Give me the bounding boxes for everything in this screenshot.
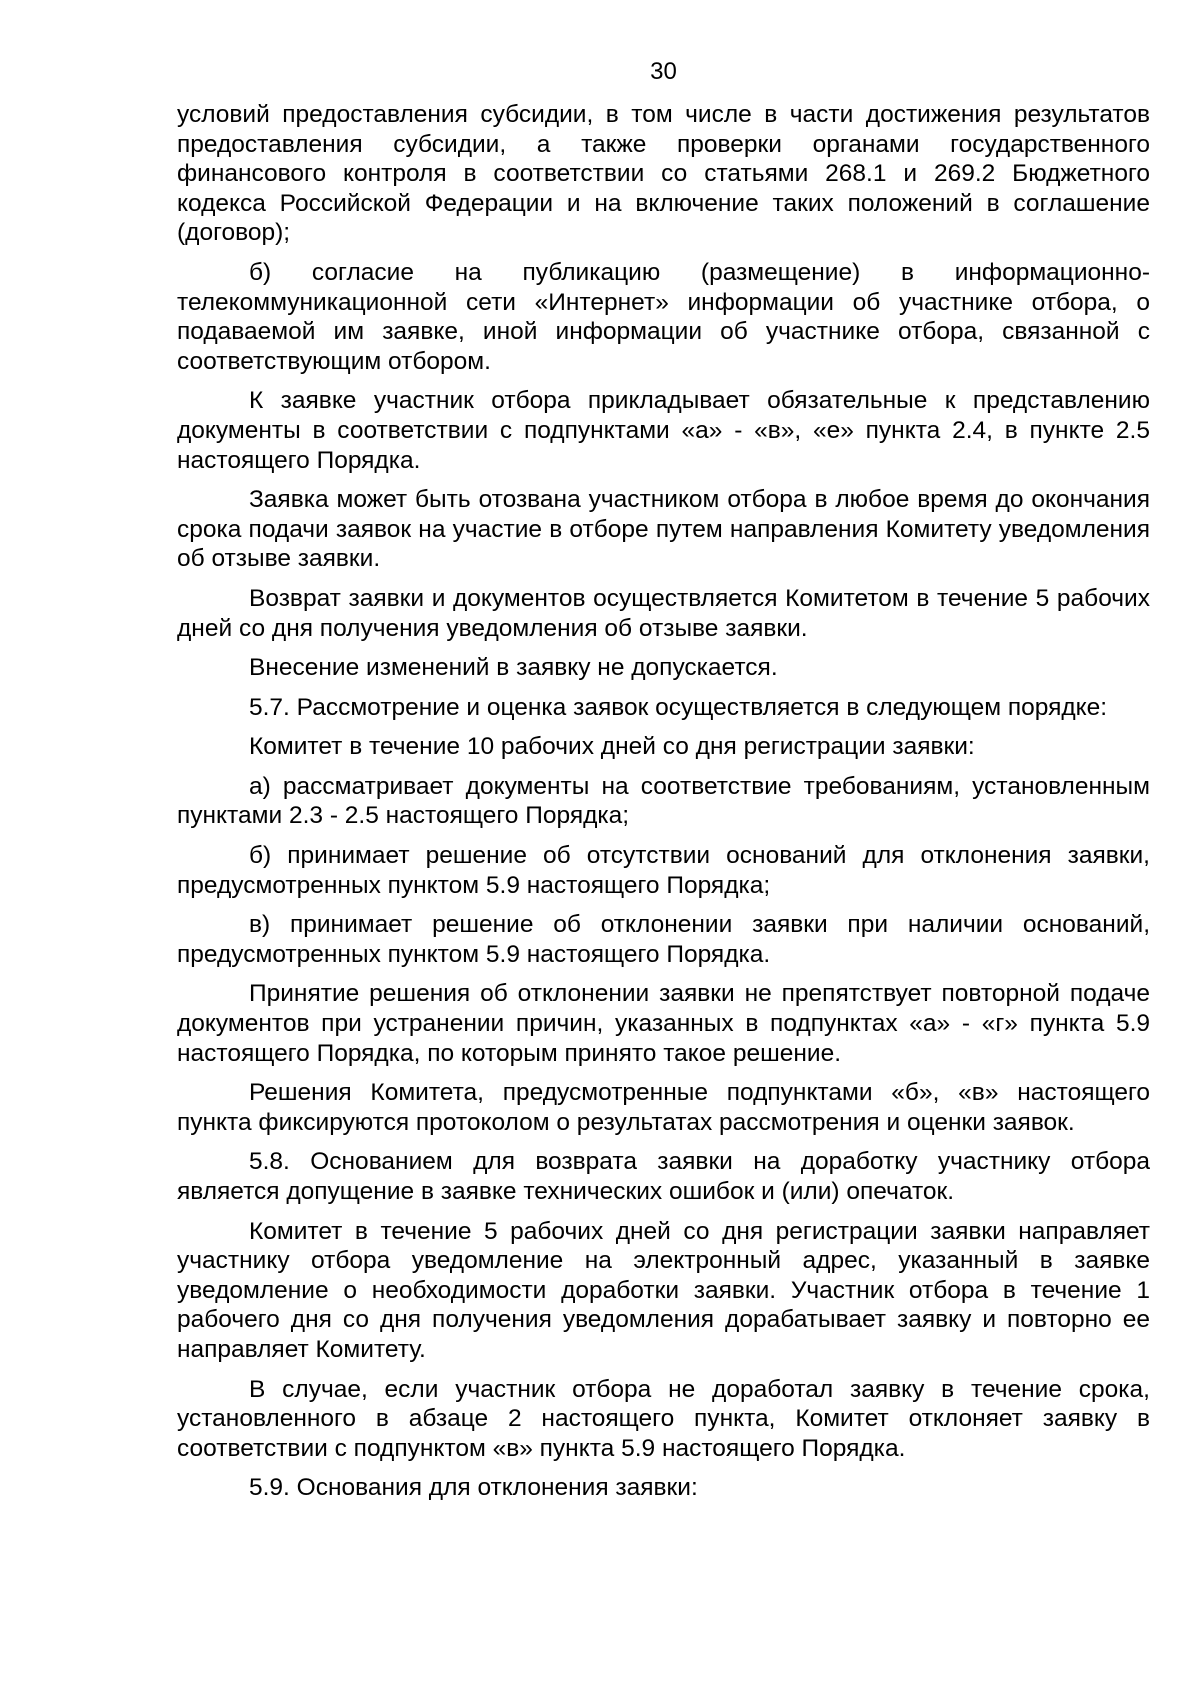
paragraph-9: а) рассматривает документы на соответствие требованиям, установленным пунктами 2.3 - 2.5 настоящего Порядка; <box>177 772 1150 830</box>
paragraph-14: 5.8. Основанием для возврата заявки на доработку участнику отбора является допущение в заявке технических ошибок и (или) опечаток. <box>177 1148 1150 1205</box>
paragraph-10: б) принимает решение об отсутствии оснований для отклонения заявки, предусмотренных пунктом 5.9 настоящего Порядка; <box>177 842 1150 899</box>
paragraph-2: б) согласие на публикацию (размещение) в информационно-телекоммуникационной сети «Интернет» информации об участнике отбора, о подаваемой им заявке, иной информации об участнике отбора, связанной с соответствующим отбором. <box>177 258 1150 375</box>
paragraph-12: Принятие решения об отклонении заявки не препятствует повторной подаче документов при устранении причин, указанных в подпунктах «а» - «г» пункта 5.9 настоящего Порядка, по которым принято такое решение. <box>177 980 1150 1067</box>
paragraph-8: Комитет в течение 10 рабочих дней со дня регистрации заявки: <box>249 733 975 761</box>
paragraph-17: 5.9. Основания для отклонения заявки: <box>249 1474 698 1502</box>
paragraph-16: В случае, если участник отбора не доработал заявку в течение срока, установленного в абзаце 2 настоящего пункта, Комитет отклоняет заявку в соответствии с подпунктом «в» пункта 5.9 настоящего Порядка. <box>177 1375 1150 1462</box>
page-number: 30 <box>650 58 677 85</box>
paragraph-6: Внесение изменений в заявку не допускается. <box>249 654 778 682</box>
paragraph-11: в) принимает решение об отклонении заявки при наличии оснований, предусмотренных пунктом 5.9 настоящего Порядка. <box>177 911 1150 968</box>
paragraph-15: Комитет в течение 5 рабочих дней со дня регистрации заявки направляет участнику отбора уведомление на электронный адрес, указанный в заявке уведомление о необходимости доработки заявки. Участник отбора в течение 1 рабочего дня со дня получения уведомления дорабатывает заявку и повторно ее направляет Комитету. <box>177 1217 1150 1363</box>
paragraph-4: Заявка может быть отозвана участником отбора в любое время до окончания срока подачи заявок на участие в отборе путем направления Комитету уведомления об отзыве заявки. <box>177 486 1150 573</box>
paragraph-7: 5.7. Рассмотрение и оценка заявок осуществляется в следующем порядке: <box>249 693 1108 721</box>
paragraph-13: Решения Комитета, предусмотренные подпунктами «б», «в» настоящего пункта фиксируются протоколом о результатах рассмотрения и оценки заявок. <box>177 1079 1150 1136</box>
paragraph-5: Возврат заявки и документов осуществляется Комитетом в течение 5 рабочих дней со дня получения уведомления об отзыве заявки. <box>177 584 1150 642</box>
paragraph-1: условий предоставления субсидии, в том числе в части достижения результатов предоставления субсидии, а также проверки органами государственного финансового контроля в соответствии со статьями 268.1 и 269.2 Бюджетного кодекса Российской Федерации и на включение таких положений в соглашение (договор); <box>177 101 1150 247</box>
paragraph-3: К заявке участник отбора прикладывает обязательные к представлению документы в соответствии с подпунктами «а» - «в», «е» пункта 2.4, в пункте 2.5 настоящего Порядка. <box>177 387 1150 474</box>
